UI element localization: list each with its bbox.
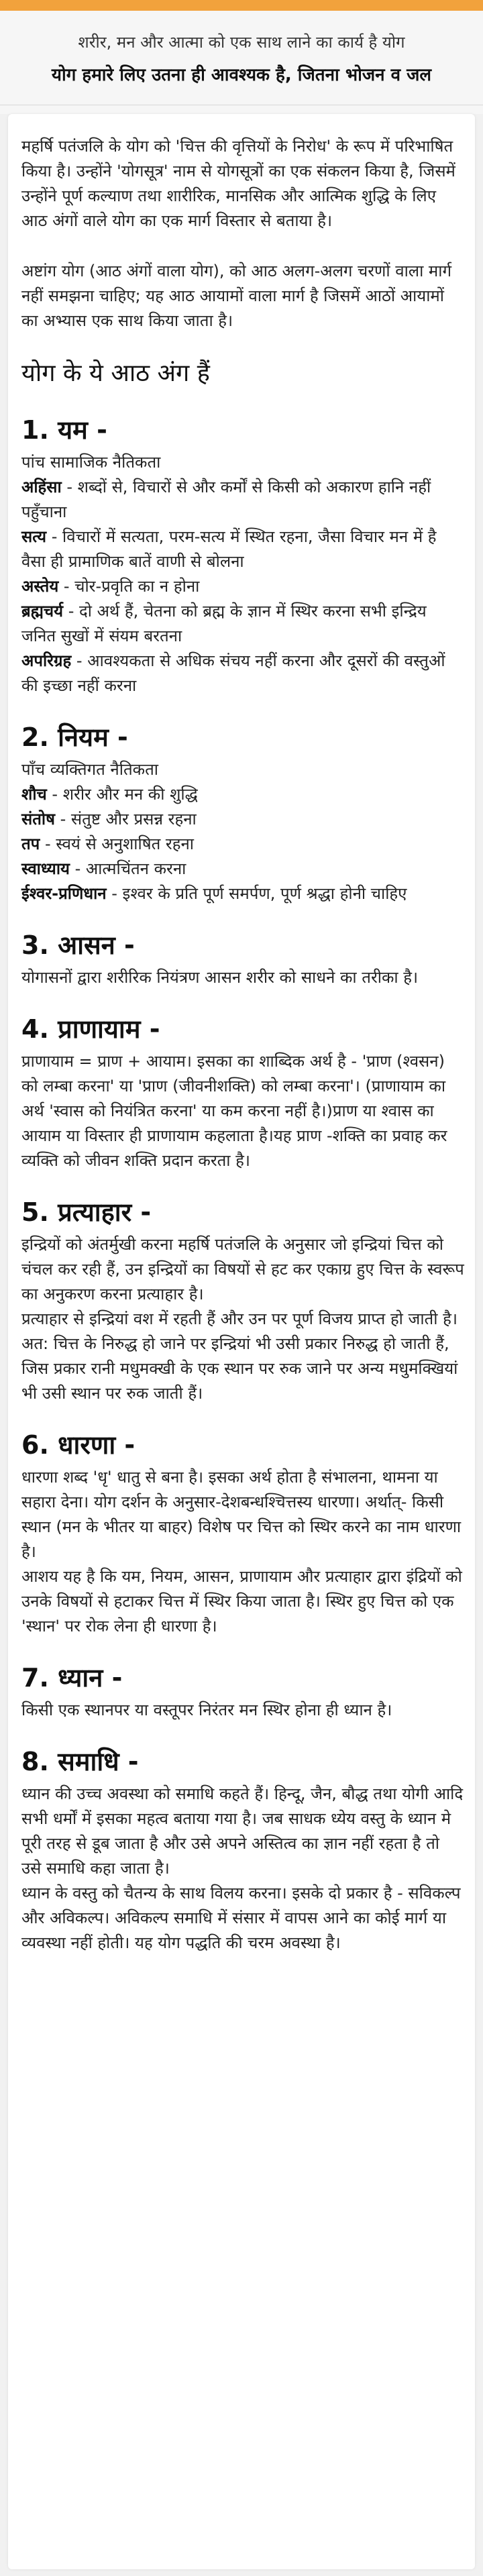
term-description: - शरीर और मन की शुद्धि — [46, 785, 198, 804]
list-item — [21, 832, 464, 857]
list-item — [21, 649, 464, 698]
section-title: योग के ये आठ अंग हैं — [21, 360, 210, 387]
term-label: अस्तेय — [21, 577, 59, 596]
limb-dharana-text-2: आशय यह है कि यम, नियम, आसन, प्राणायाम और प्रत्याहार द्वारा इंद्रियों को उनके विषयों से हटाकर चित्त में स्थिर किया जाता है। स्थिर हुए चित्त को एक 'स्थान' पर रोक लेना ही धारणा है। — [21, 1567, 462, 1635]
header-subtitle: शरीर, मन और आत्मा को एक साथ लाने का कार्य है योग — [78, 33, 405, 52]
term-label: तप — [21, 835, 40, 853]
term-label: स्वाध्याय — [21, 859, 70, 878]
limb-heading-dhyana: 7. ध्यान - — [21, 1663, 123, 1693]
intro-paragraph-2: अष्टांग योग (आठ अंगों वाला योग), को आठ अलग-अलग चरणों वाला मार्ग नहीं समझना चाहिए; यह आठ आयामों वाला मार्ग है जिसमें आठों आयामों का अभ्यास एक साथ किया जाता है। — [21, 262, 452, 330]
article-body — [21, 134, 464, 1955]
limb-heading-pranayama: 4. प्राणायाम - — [21, 1014, 160, 1044]
term-description: - चोर-प्रवृति का न होना — [58, 577, 200, 596]
term-description: - संतुष्ट और प्रसन्न रहना — [55, 810, 197, 828]
term-description: - इश्वर के प्रति पूर्ण समर्पण, पूर्ण श्रद्धा होनी चाहिए — [106, 884, 407, 903]
list-item — [21, 525, 464, 574]
limb-samadhi-text-2: ध्यान के वस्तु को चैतन्य के साथ विलय करना। इसके दो प्रकार है - सविकल्प और अविकल्प। अविकल्प समाधि में संसार में वापस आने का कोई मार्ग या व्यवस्था नहीं होती। यह योग पद्धति की चरम अवस्था है। — [21, 1884, 461, 1952]
term-label: ब्रह्मचर्य — [21, 602, 64, 621]
limb-yama-text: पांच सामाजिक नैतिकता — [21, 453, 161, 472]
term-label: अहिंसा — [21, 478, 62, 496]
intro-paragraph-1: महर्षि पतंजलि के योग को 'चित्त की वृत्तियों के निरोध' के रूप में परिभाषित किया है। उन्होंने 'योगसूत्र' नाम से योगसूत्रों का एक संकलन किया है, जिसमें उन्होंने पूर्ण कल्याण तथा शारीरिक, मानसिक और आत्मिक शुद्धि के लिए आठ अंगों वाले योग का एक मार्ग विस्तार से बताया है। — [21, 137, 455, 230]
term-label: संतोष — [21, 810, 55, 828]
limb-heading-samadhi: 8. समाधि - — [21, 1747, 139, 1776]
limb-asana-text: योगासनों द्वारा शरीरिक नियंत्रण आसन शरीर को साधने का तरीका है। — [21, 968, 419, 987]
term-description: - शब्दों से, विचारों से और कर्मों से किसी को अकारण हानि नहीं पहुँचाना — [21, 478, 431, 521]
term-label: ईश्वर-प्रणिधान — [21, 884, 107, 903]
article-header — [0, 11, 483, 114]
limb-samadhi-text: ध्यान की उच्च अवस्था को समाधि कहते हैं। हिन्दू, जैन, बौद्ध तथा योगी आदि सभी धर्मों में इसका महत्व बताया गया है। जब साधक ध्येय वस्तु के ध्यान मे पूरी तरह से डूब जाता है और उसे अपने अस्तित्व का ज्ञान नहीं रहता है तो उसे समाधि कहा जाता है। — [21, 1784, 464, 1878]
limb-dharana-text: धारणा शब्द 'धृ' धातु से बना है। इसका अर्थ होता है संभालना, थामना या सहारा देना। योग दर्शन के अनुसार-देशबन्धश्चित्तस्य धारणा। अर्थात्- किसी स्थान (मन के भीतर या बाहर) विशेष पर चित्त को स्थिर करने का नाम धारणा है। — [21, 1468, 462, 1561]
list-item — [21, 475, 464, 525]
limb-heading-pratyahara: 5. प्रत्याहार - — [21, 1197, 152, 1227]
limb-dhyana-text: किसी एक स्थानपर या वस्तूपर निरंतर मन स्थिर होना ही ध्यान है। — [21, 1701, 392, 1719]
term-description: - स्वयं से अनुशाषित रहना — [40, 835, 194, 853]
limb-pranayama-text: प्राणायाम = प्राण + आयाम। इसका का शाब्दिक अर्थ है - 'प्राण (श्वसन) को लम्बा करना' या 'प्राण (जीवनीशक्ति) को लम्बा करना'। (प्राणायाम का अर्थ 'स्वास को नियंत्रित करना' या कम करना नहीं है।)प्राण या श्वास का आयाम या विस्तार ही प्राणायाम कहलाता है।यह प्राण -शक्ति का प्रवाह कर व्यक्ति को जीवन शक्ति प्रदान करता है। — [21, 1052, 447, 1170]
term-label: सत्य — [21, 527, 47, 546]
list-item — [21, 599, 464, 649]
limb-heading-yama: 1. यम - — [21, 415, 107, 445]
list-item — [21, 881, 464, 906]
term-description: - आत्मचिंतन करना — [69, 859, 186, 878]
limb-heading-dharana: 6. धारणा - — [21, 1430, 136, 1460]
top-accent-bar — [0, 0, 483, 11]
limb-heading-niyama: 2. नियम - — [21, 722, 128, 752]
list-item — [21, 574, 464, 599]
list-item — [21, 857, 464, 881]
limb-heading-asana: 3. आसन - — [21, 930, 135, 960]
list-item — [21, 807, 464, 832]
limb-pratyahara-text: इन्द्रियों को अंतर्मुखी करना महर्षि पतंजलि के अनुसार जो इन्द्रियां चित्त को चंचल कर रही हैं, उन इन्द्रियों का विषयों से हट कर एकाग्र हुए चित्त के स्वरूप का अनुकरण करना प्रत्याहार है। — [21, 1235, 464, 1303]
term-description: - विचारों में सत्यता, परम-सत्य में स्थित रहना, जैसा विचार मन में है वैसा ही प्रामाणिक बातें वाणी से बोलना — [21, 527, 437, 571]
term-label: शौच — [21, 785, 47, 804]
limb-pratyahara-text-2: प्रत्याहार से इन्द्रियां वश में रहती हैं और उन पर पूर्ण विजय प्राप्त हो जाती है। अत: चित्त के निरुद्ध हो जाने पर इन्द्रियां भी उसी प्रकार निरुद्ध हो जाती हैं, जिस प्रकार रानी मधुमक्खी के एक स्थान पर रुक जाने पर अन्य मधुमक्खियां भी उसी स्थान पर रुक जाती हैं। — [21, 1309, 458, 1403]
list-item — [21, 782, 464, 807]
header-title: योग हमारे लिए उतना ही आवश्यक है, जितना भोजन व जल — [51, 65, 432, 85]
term-label: अपरिग्रह — [21, 651, 72, 670]
term-description: - दो अर्थ हैं, चेतना को ब्रह्म के ज्ञान में स्थिर करना सभी इन्द्रिय जनित सुखों में संयम बरतना — [21, 602, 427, 645]
term-description: - आवश्यकता से अधिक संचय नहीं करना और दूसरों की वस्तुओं की इच्छा नहीं करना — [21, 651, 445, 695]
limb-niyama-text: पाँच व्यक्तिगत नैतिकता — [21, 760, 158, 779]
